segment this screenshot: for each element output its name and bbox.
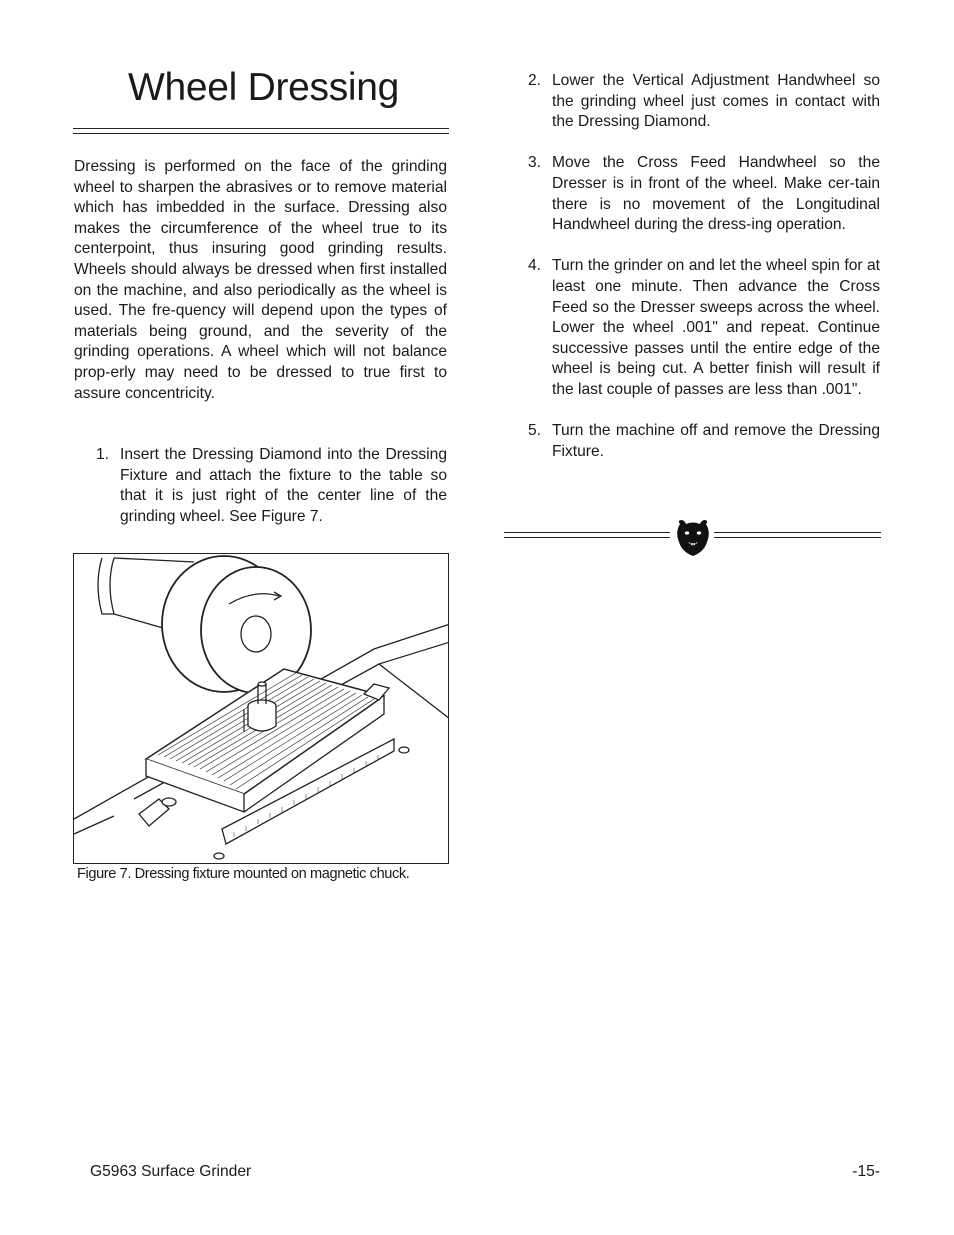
divider-line-right xyxy=(714,532,881,538)
step-list-left xyxy=(96,445,447,527)
step-text: Lower the Vertical Adjustment Handwheel so the grinding wheel just comes in contact with the Dressing Diamond. xyxy=(552,72,880,131)
step-number: 5. xyxy=(528,422,542,440)
step-number: 1. xyxy=(96,446,110,463)
bear-logo-icon xyxy=(674,518,712,558)
step-text: Turn the grinder on and let the wheel spin for at least one minute. Then advance the Cross Feed so the Dresser sweeps across the wheel. Lower the wheel .001" and repeat. Continue successive passes until the entire edge of the wheel is being cut. A better finish will result if the last couple of passes are less than .001". xyxy=(552,257,880,398)
footer-model: G5963 Surface Grinder xyxy=(90,1163,252,1180)
section-end-divider xyxy=(504,518,881,558)
step-list-right xyxy=(528,71,880,483)
divider-line-left xyxy=(504,532,670,538)
step-text: Insert the Dressing Diamond into the Dressing Fixture and attach the fixture to the table so that it is just right of the center line of the grinding wheel. See Figure 7. xyxy=(120,446,447,525)
page-number: -15- xyxy=(852,1163,880,1180)
intro-column xyxy=(74,157,447,404)
title-rule xyxy=(73,128,449,134)
step-item xyxy=(528,256,880,400)
step-number: 2. xyxy=(528,72,542,89)
step-number: 4. xyxy=(528,257,542,275)
figure-caption: Figure 7. Dressing fixture mounted on magnetic chuck. xyxy=(77,866,410,882)
step-text: Move the Cross Feed Handwheel so the Dresser is in front of the wheel. Make cer-tain there is no movement of the Longitudinal Handwheel during the dress-ing operation. xyxy=(552,154,880,234)
step-number: 3. xyxy=(528,154,542,172)
step-item xyxy=(528,71,880,133)
step-text: Turn the machine off and remove the Dressing Fixture. xyxy=(552,422,880,460)
page-title: Wheel Dressing xyxy=(128,66,400,109)
step-item xyxy=(528,421,880,462)
magnetic-chuck-drawing xyxy=(74,554,449,864)
step-item xyxy=(96,445,447,527)
step-item xyxy=(528,153,880,235)
figure-7-illustration xyxy=(73,553,449,864)
intro-paragraph: Dressing is performed on the face of the grinding wheel to sharpen the abrasives or to remove material which has imbedded in the surface. Dressing also makes the circumference of the wheel true to its centerpoint, thus insuring good grinding results. Wheels should always be dressed when first installed on the machine, and also periodically as the wheel is used. The fre-quency will depend upon the types of materials being ground, and the severity of the grinding operations. A wheel which will not balance prop-erly may need to be dressed to true first to assure concentricity. xyxy=(74,158,447,402)
